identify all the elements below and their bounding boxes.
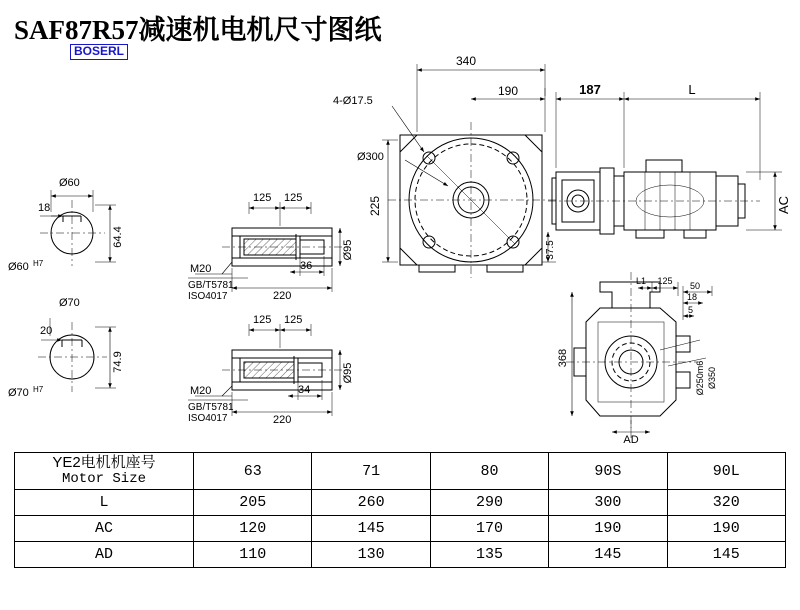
table-cell-L-0: 205 (194, 490, 312, 516)
label-AC: AC (776, 195, 791, 215)
label-368: 368 (557, 348, 569, 368)
table-header-label-cn: YE2电机机座号 (52, 454, 156, 471)
label-L1: L1 (635, 276, 647, 286)
table-header-size-4: 90L (667, 453, 785, 490)
label-shaft2-bore: Ø70 (8, 387, 29, 399)
label-h2-o95: Ø95 (342, 362, 354, 384)
label-h1-125b: 125 (284, 192, 303, 204)
table-cell-L-2: 290 (430, 490, 548, 516)
label-shaft2-20: 20 (40, 325, 53, 337)
table-cell-AC-2: 170 (430, 516, 548, 542)
table-row-label-L: L (15, 490, 194, 516)
label-shaft2-dia: Ø70 (59, 297, 80, 309)
gearbox-front-view (382, 64, 556, 278)
label-4x17-5: 4-Ø17.5 (333, 95, 373, 107)
label-shaft1-bore-fit: H7 (33, 259, 44, 268)
label-h2-34: 34 (298, 384, 311, 396)
label-h2-gb: GB/T5781 (188, 402, 234, 413)
table-cell-L-3: 300 (549, 490, 667, 516)
label-shaft1-18: 18 (38, 202, 51, 214)
table-row (15, 490, 786, 516)
table-row (15, 542, 786, 568)
table-row-label-AD: AD (15, 542, 194, 568)
label-187: 187 (579, 82, 601, 97)
table-cell-AD-3: 145 (549, 542, 667, 568)
label-h1-o95: Ø95 (342, 239, 354, 261)
table-cell-AD-4: 145 (667, 542, 785, 568)
label-h1-220: 220 (273, 290, 292, 302)
label-shaft2-bore-fit: H7 (33, 385, 44, 394)
label-190: 190 (497, 84, 519, 98)
table-row (15, 516, 786, 542)
shaft-detail-60 (40, 190, 116, 266)
label-shaft1-bore: Ø60 (8, 261, 29, 273)
label-h2-125b: 125 (284, 314, 303, 326)
table-header-size-2: 80 (430, 453, 548, 490)
label-18: 18 (687, 292, 698, 302)
label-h2-m20: M20 (190, 385, 212, 397)
table-header-row (15, 453, 786, 490)
label-shaft1-64-4: 64.4 (112, 226, 124, 248)
label-o300: Ø300 (357, 151, 384, 163)
label-50: 50 (690, 281, 701, 291)
table-cell-AC-1: 145 (312, 516, 430, 542)
table-header-size-0: 63 (194, 453, 312, 490)
label-225: 225 (368, 195, 382, 217)
label-h1-m20: M20 (190, 263, 212, 275)
table-header-label-en: Motor Size (61, 471, 146, 487)
table-header-size-1: 71 (312, 453, 430, 490)
table-cell-AC-4: 190 (667, 516, 785, 542)
label-5: 5 (688, 305, 694, 315)
label-h2-iso: ISO4017 (188, 413, 228, 424)
label-L: L (688, 82, 696, 97)
label-shaft2-74-9: 74.9 (112, 351, 124, 373)
table-row-label-AC: AC (15, 516, 194, 542)
label-125-bv: 125 (657, 276, 673, 286)
motor-size-table (14, 452, 786, 568)
table-header-label (15, 453, 194, 490)
table-cell-L-4: 320 (667, 490, 785, 516)
label-h1-iso: ISO4017 (188, 291, 228, 302)
brand-logo: BOSERL (70, 44, 128, 60)
motor-assembly-view (542, 92, 782, 262)
label-340: 340 (455, 54, 477, 68)
label-h1-36: 36 (300, 260, 313, 272)
label-shaft1-dia: Ø60 (59, 177, 80, 189)
table-cell-L-1: 260 (312, 490, 430, 516)
label-h2-220: 220 (273, 414, 292, 426)
table-cell-AC-0: 120 (194, 516, 312, 542)
hollow-shaft-detail-1 (188, 202, 344, 292)
label-h2-125a: 125 (253, 314, 272, 326)
table-cell-AC-3: 190 (549, 516, 667, 542)
label-h1-125a: 125 (253, 192, 272, 204)
table-cell-AD-2: 135 (430, 542, 548, 568)
label-37-5: 37.5 (545, 240, 556, 260)
table-cell-AD-0: 110 (194, 542, 312, 568)
label-o250m6: Ø250m6 (695, 360, 705, 396)
table-header-size-3: 90S (549, 453, 667, 490)
table-cell-AD-1: 130 (312, 542, 430, 568)
label-h1-gb: GB/T5781 (188, 280, 234, 291)
label-AD: AD (623, 434, 639, 446)
page-title: SAF87R57减速机电机尺寸图纸 (14, 15, 382, 45)
label-o350: Ø350 (707, 366, 717, 390)
